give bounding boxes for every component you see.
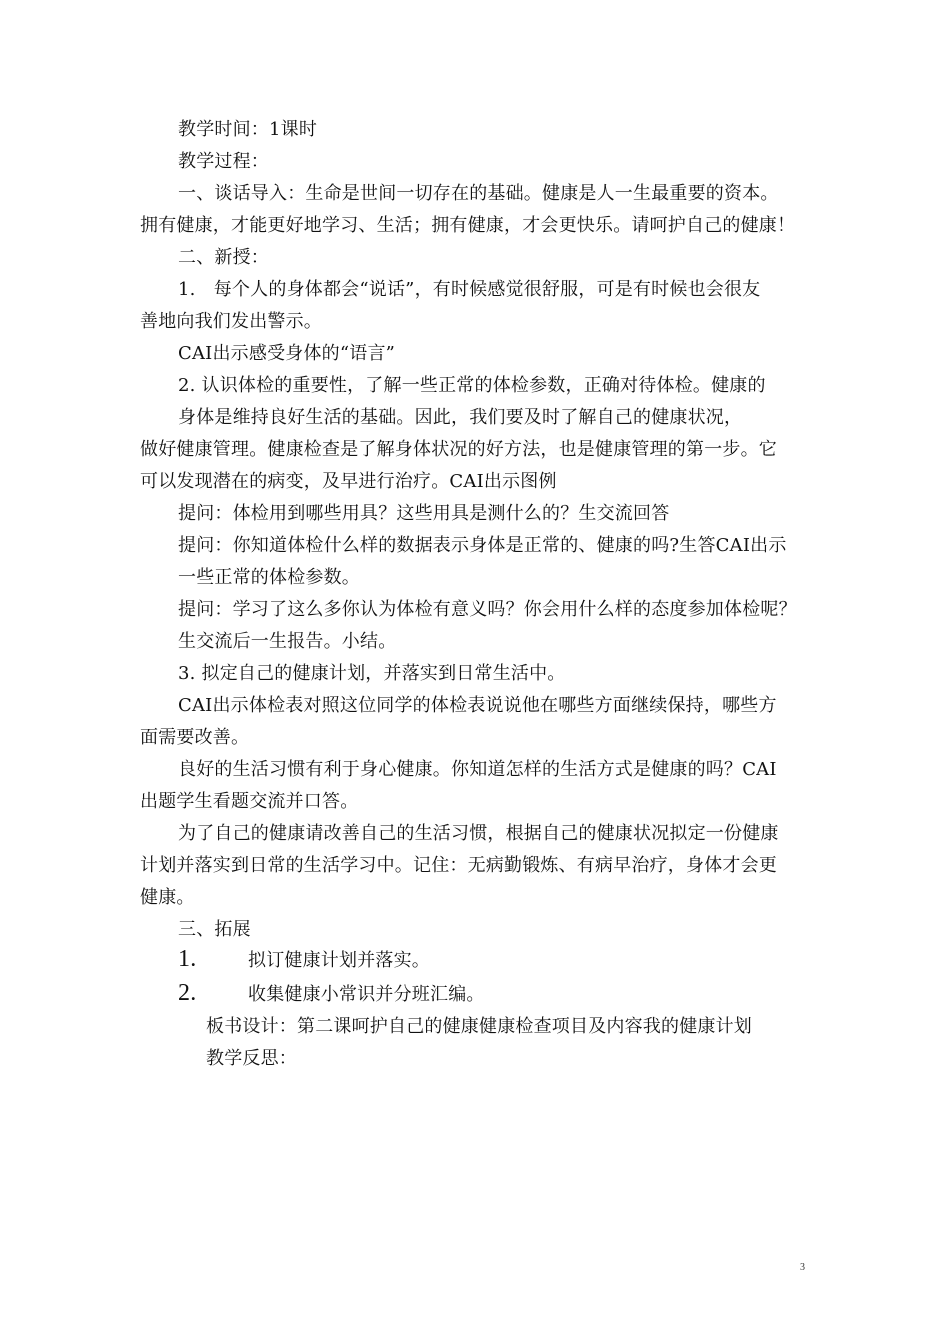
paragraph-line: 一些正常的体检参数。 <box>178 567 360 588</box>
paragraph-line: CAI出示感受身体的“语言” <box>178 343 396 364</box>
paragraph-line: 生交流后一生报告。小结。 <box>178 631 397 652</box>
paragraph-line: 可以发现潜在的病变，及早进行治疗。CAI出示图例 <box>140 471 557 492</box>
page-number: 3 <box>800 1262 805 1273</box>
paragraph-line: 身体是维持良好生活的基础。因此，我们要及时了解自己的健康状况， <box>178 407 743 428</box>
extension-item <box>178 944 430 976</box>
paragraph-line: 计划并落实到日常的生活学习中。记住：无病勤锻炼、有病早治疗，身体才会更 <box>140 855 777 876</box>
paragraph-line: 2. 认识体检的重要性，了解一些正常的体检参数，正确对待体检。健康的 <box>178 375 766 396</box>
extension-item-text: 收集健康小常识并分班汇编。 <box>248 984 485 1005</box>
teaching-reflection: 教学反思： <box>206 1048 297 1069</box>
paragraph-line: 良好的生活习惯有利于身心健康。你知道怎样的生活方式是健康的吗？CAI <box>178 759 777 780</box>
section-heading-new-lesson: 二、新授： <box>178 247 269 268</box>
extension-item-number: 1. <box>178 946 197 972</box>
teaching-process-heading: 教学过程： <box>178 151 269 172</box>
paragraph-line: 做好健康管理。健康检查是了解身体状况的好方法，也是健康管理的第一步。它 <box>140 439 777 460</box>
paragraph-line: 善地向我们发出警示。 <box>140 311 322 332</box>
extension-item-number: 2. <box>178 980 197 1006</box>
paragraph-line: 一、谈话导入：生命是世间一切存在的基础。健康是人一生最重要的资本。 <box>178 183 779 204</box>
paragraph-line: 3. 拟定自己的健康计划，并落实到日常生活中。 <box>178 663 566 684</box>
board-design: 板书设计：第二课呵护自己的健康健康检查项目及内容我的健康计划 <box>206 1016 752 1037</box>
paragraph-line: 为了自己的健康请改善自己的生活习惯，根据自己的健康状况拟定一份健康 <box>178 823 779 844</box>
question-line: 提问：体检用到哪些用具？这些用具是测什么的？生交流回答 <box>178 503 670 524</box>
question-line: 提问：学习了这么多你认为体检有意义吗？你会用什么样的态度参加体检呢？ <box>178 599 797 620</box>
paragraph-line: 面需要改善。 <box>140 727 250 748</box>
extension-item-text: 拟订健康计划并落实。 <box>248 950 430 971</box>
question-line: 提问：你知道体检什么样的数据表示身体是正常的、健康的吗?生答CAI出示 <box>178 535 787 556</box>
teaching-time: 教学时间：1课时 <box>178 119 318 140</box>
section-heading-extension: 三、拓展 <box>178 919 251 940</box>
paragraph-line: CAI出示体检表对照这位同学的体检表说说他在哪些方面继续保持，哪些方 <box>178 695 777 716</box>
paragraph-line: 健康。 <box>140 887 195 908</box>
paragraph-line: 1. 每个人的身体都会“说话”，有时候感觉很舒服，可是有时候也会很友 <box>178 279 761 300</box>
paragraph-line: 出题学生看题交流并口答。 <box>140 791 359 812</box>
paragraph-line: 拥有健康，才能更好地学习、生活；拥有健康，才会更快乐。请呵护自己的健康！ <box>140 215 796 236</box>
extension-item <box>178 978 485 1010</box>
